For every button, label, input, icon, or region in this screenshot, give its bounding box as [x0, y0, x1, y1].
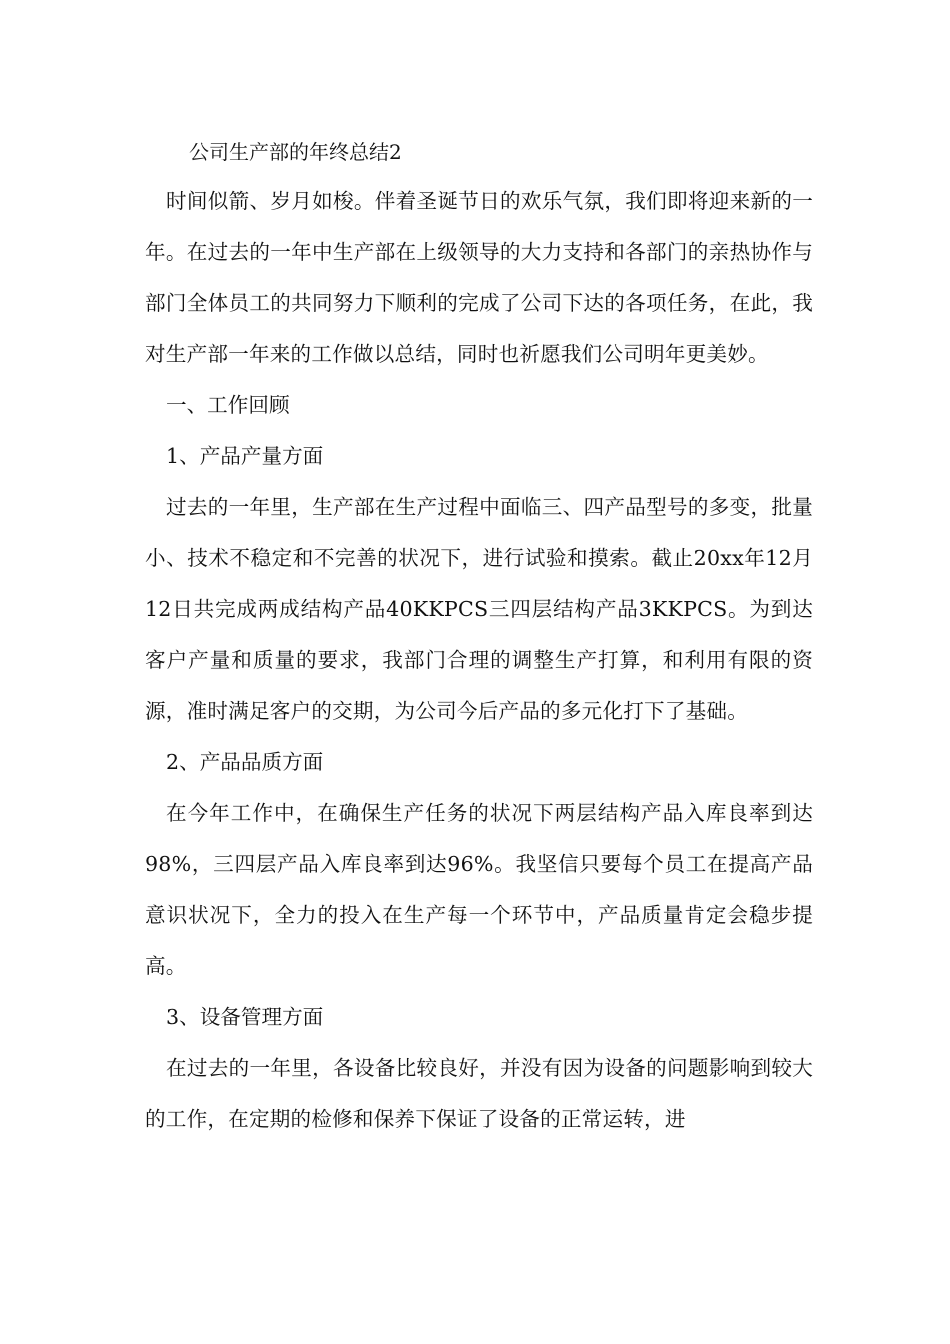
paragraph-product-quality: 在今年工作中，在确保生产任务的状况下两层结构产品入库良率到达98%，三四层产品入库良率到达96%。我坚信只要每个员工在提高产品意识状况下，全力的投入在生产每一个环节中，产品质量肯定会稳步提高。 — [145, 801, 813, 978]
document-body — [145, 128, 813, 1145]
document-title: 公司生产部的年终总结2 — [189, 140, 402, 164]
subheading-equipment-management: 3、设备管理方面 — [166, 1005, 324, 1029]
paragraph-equipment-management: 在过去的一年里，各设备比较良好，并没有因为设备的问题影响到较大的工作，在定期的检修和保养下保证了设备的正常运转，进 — [145, 1056, 813, 1131]
paragraph-intro: 时间似箭、岁月如梭。伴着圣诞节日的欢乐气氛，我们即将迎来新的一年。在过去的一年中生产部在上级领导的大力支持和各部门的亲热协作与部门全体员工的共同努力下顺利的完成了公司下达的各项任务，在此，我对生产部一年来的工作做以总结，同时也祈愿我们公司明年更美妙。 — [145, 189, 813, 366]
subheading-product-output: 1、产品产量方面 — [166, 444, 324, 468]
section-heading-work-review: 一、工作回顾 — [166, 393, 290, 417]
paragraph-product-output: 过去的一年里，生产部在生产过程中面临三、四产品型号的多变，批量小、技术不稳定和不完善的状况下，进行试验和摸索。截止20xx年12月12日共完成两成结构产品40KKPCS三四层结构产品3KKPCS。为到达客户产量和质量的要求，我部门合理的调整生产打算，和利用有限的资源，准时满足客户的交期，为公司今后产品的多元化打下了基础。 — [145, 495, 813, 723]
subheading-product-quality: 2、产品品质方面 — [166, 750, 324, 774]
